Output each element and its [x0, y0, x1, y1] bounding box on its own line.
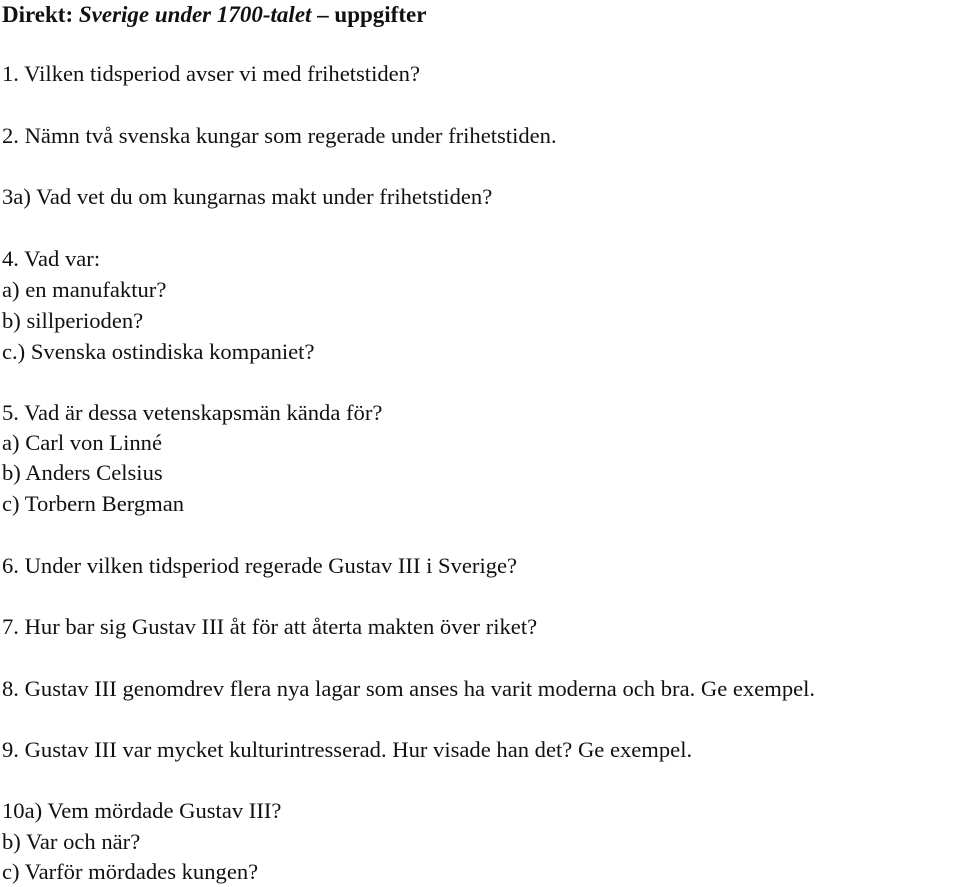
question-7: 7. Hur bar sig Gustav III åt för att återta makten över riket? [2, 614, 538, 639]
title-prefix: Direkt: [2, 2, 79, 27]
question-5b: b) Anders Celsius [2, 460, 163, 485]
question-5a: a) Carl von Linné [2, 430, 162, 455]
question-1: 1. Vilken tidsperiod avser vi med frihetstiden? [2, 61, 420, 86]
question-10c: c) Varför mördades kungen? [2, 859, 259, 884]
question-10b: b) Var och när? [2, 829, 141, 854]
title-suffix: – uppgifter [311, 2, 427, 27]
worksheet-title [2, 0, 426, 30]
question-10a: 10a) Vem mördade Gustav III? [2, 798, 282, 823]
question-6: 6. Under vilken tidsperiod regerade Gustav III i Sverige? [2, 553, 518, 578]
question-5c: c) Torbern Bergman [2, 491, 185, 516]
question-4b: b) sillperioden? [2, 308, 144, 333]
question-9: 9. Gustav III var mycket kulturintresserad. Hur visade han det? Ge exempel. [2, 737, 693, 762]
question-4c: c.) Svenska ostindiska kompaniet? [2, 339, 315, 364]
question-3a: 3a) Vad vet du om kungarnas makt under frihetstiden? [2, 184, 493, 209]
question-2: 2. Nämn två svenska kungar som regerade under frihetstiden. [2, 123, 557, 148]
question-4a: a) en manufaktur? [2, 277, 167, 302]
title-italic: Sverige under 1700-talet [78, 2, 312, 27]
question-5: 5. Vad är dessa vetenskapsmän kända för? [2, 400, 383, 425]
question-8: 8. Gustav III genomdrev flera nya lagar som anses ha varit moderna och bra. Ge exempel. [2, 676, 816, 701]
question-4: 4. Vad var: [2, 246, 101, 271]
